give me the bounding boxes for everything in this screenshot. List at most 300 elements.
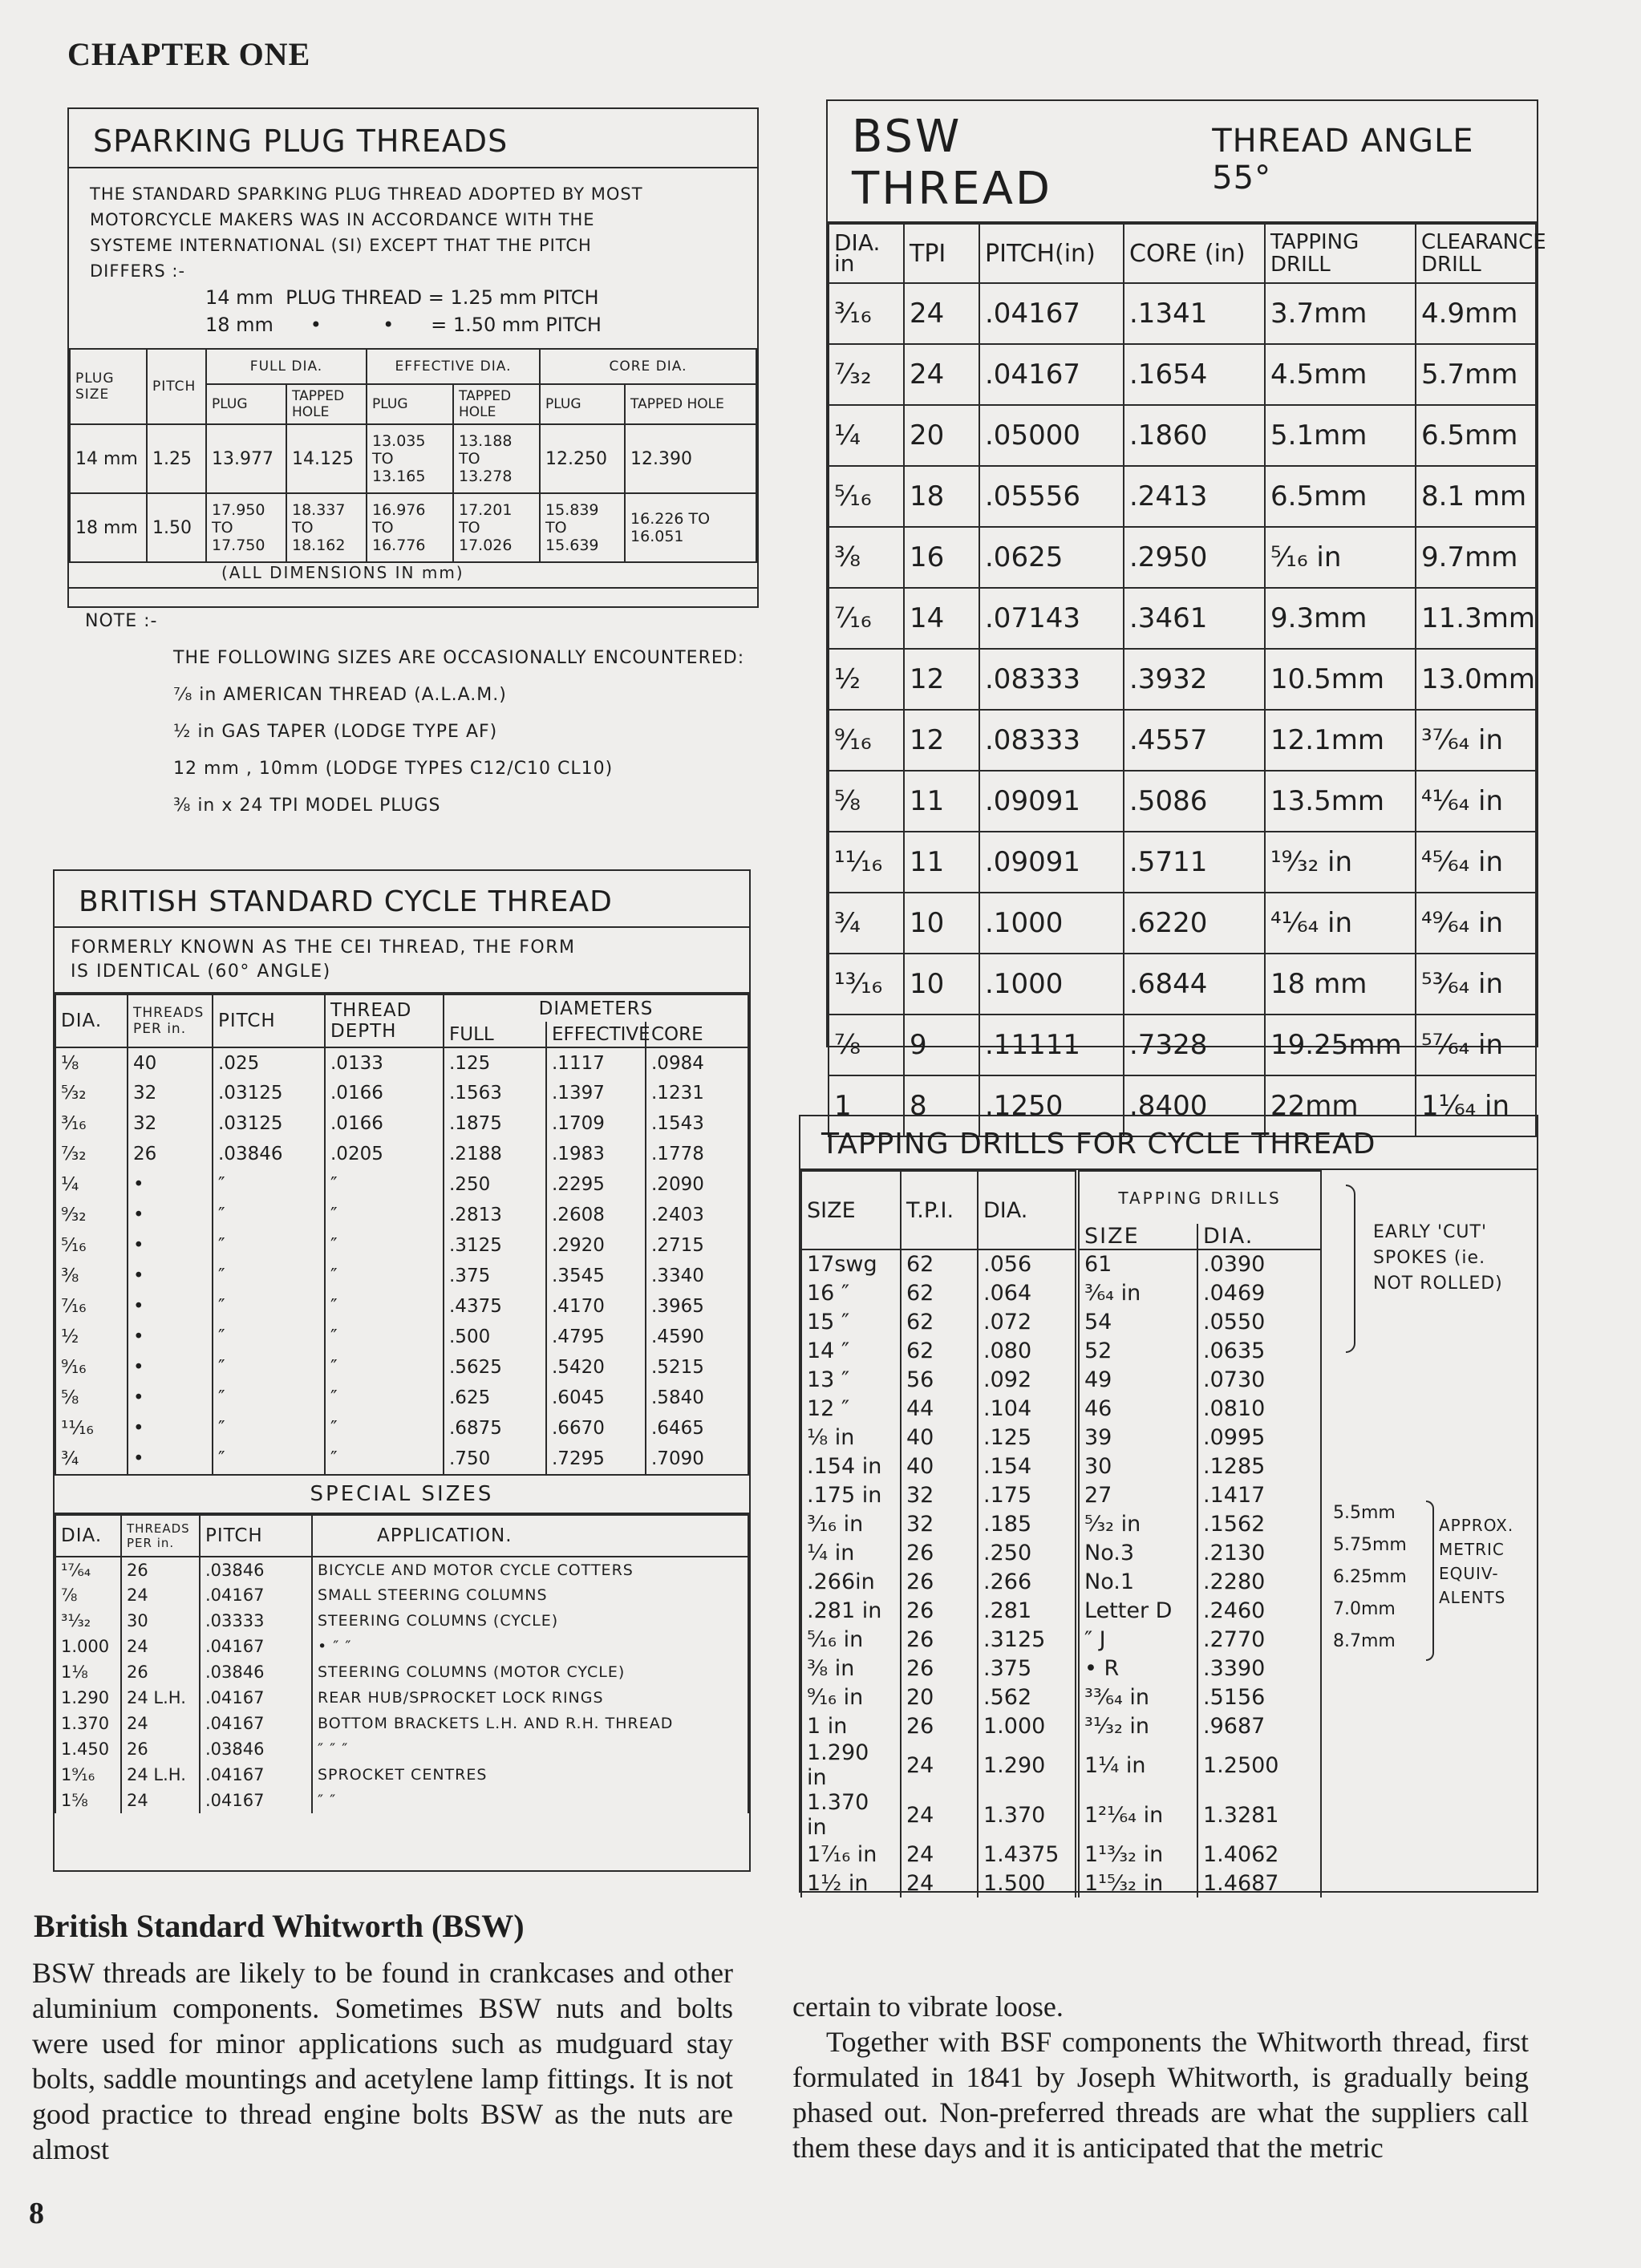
cell: • bbox=[128, 1383, 213, 1413]
cell: 46 bbox=[1077, 1394, 1197, 1423]
note-line: THE FOLLOWING SIZES ARE OCCASIONALLY ENCOUNTERED: bbox=[173, 648, 745, 668]
sparking-plug-title: SPARKING PLUG THREADS bbox=[69, 109, 757, 168]
cell: ³⁄₆₄ in bbox=[1077, 1278, 1197, 1307]
col-tpi: TPI bbox=[904, 224, 979, 283]
metric-equivalents bbox=[1333, 1497, 1407, 1658]
pitch-lines bbox=[69, 284, 757, 338]
cell: .5086 bbox=[1124, 771, 1265, 832]
table-row bbox=[55, 1659, 748, 1685]
table-row bbox=[829, 527, 1536, 588]
cell: .03846 bbox=[213, 1139, 325, 1169]
cell: 10 bbox=[904, 954, 979, 1015]
metric-value: 8.7mm bbox=[1333, 1631, 1396, 1651]
cell: ⅜ bbox=[55, 1261, 128, 1291]
cell: .1563 bbox=[444, 1078, 546, 1108]
cell: .08333 bbox=[979, 649, 1124, 710]
cell: .104 bbox=[978, 1394, 1077, 1423]
table-row bbox=[55, 1634, 748, 1659]
body-paragraph-left: BSW threads are likely to be found in crankcases and other aluminium components. Sometimes BSW nuts and bolts were used for minor applications such as mudguard stay bolts, saddle mountings and acetylene lamp fittings. It is not good practice to thread engine bolts BSW as the nuts are almost bbox=[32, 1957, 733, 2165]
group-core-dia: CORE DIA. bbox=[540, 349, 756, 384]
cell: No.1 bbox=[1077, 1567, 1197, 1596]
table-row bbox=[801, 1336, 1321, 1365]
col-pitch: PITCH bbox=[200, 1515, 312, 1557]
cell: ⁷⁄₁₆ bbox=[55, 1291, 128, 1322]
cell: .080 bbox=[978, 1336, 1077, 1365]
note-line: 12 mm , 10mm (LODGE TYPES C12/C10 CL10) bbox=[173, 759, 614, 779]
cell: 19.25mm bbox=[1265, 1015, 1416, 1075]
cell: .04167 bbox=[200, 1685, 312, 1711]
col-header: TAPPED HOLE bbox=[286, 384, 367, 424]
table-row bbox=[829, 1015, 1536, 1075]
cell: .1983 bbox=[546, 1139, 646, 1169]
cell: ″ J bbox=[1077, 1625, 1197, 1654]
cell: .03125 bbox=[213, 1078, 325, 1108]
cell: ³⁄₁₆ bbox=[55, 1108, 128, 1139]
cell: ³⁷⁄₆₄ in bbox=[1416, 710, 1536, 771]
cell: 1.450 bbox=[55, 1736, 121, 1762]
cell: .0810 bbox=[1197, 1394, 1321, 1423]
cell: ⅜ bbox=[829, 527, 904, 588]
intro-line: SYSTEME INTERNATIONAL (SI) EXCEPT THAT THE PITCH bbox=[90, 236, 592, 255]
cell: .5625 bbox=[444, 1352, 546, 1383]
cell: 1⅝ bbox=[55, 1788, 121, 1813]
table-row bbox=[801, 1278, 1321, 1307]
cell: ³⁄₁₆ bbox=[829, 283, 904, 344]
cell: 26 bbox=[901, 1538, 978, 1567]
cell: 4.9mm bbox=[1416, 283, 1536, 344]
cell: STEERING COLUMNS (MOTOR CYCLE) bbox=[312, 1659, 748, 1685]
table-row bbox=[55, 1291, 748, 1322]
cell: 12.250 bbox=[540, 424, 625, 493]
cell: ⁵⁄₁₆ in bbox=[1265, 527, 1416, 588]
intro-line: IS IDENTICAL (60° ANGLE) bbox=[71, 962, 331, 982]
cell: 18 mm bbox=[70, 493, 147, 562]
cell: 27 bbox=[1077, 1480, 1197, 1509]
intro-line: DIFFERS :- bbox=[90, 261, 186, 281]
cell: ″ bbox=[325, 1230, 444, 1261]
cell: 24 bbox=[901, 1740, 978, 1790]
col-threads: THREADS PER in. bbox=[121, 1515, 200, 1557]
table-row bbox=[55, 1322, 748, 1352]
cell: 62 bbox=[901, 1307, 978, 1336]
cell: .500 bbox=[444, 1322, 546, 1352]
cell: 24 bbox=[121, 1634, 200, 1659]
col-clearance-drill: CLEARANCE DRILL bbox=[1416, 224, 1536, 283]
table-row bbox=[801, 1683, 1321, 1711]
cell: 54 bbox=[1077, 1307, 1197, 1336]
col-plug-size: PLUG SIZE bbox=[70, 349, 147, 424]
cell: ″ bbox=[325, 1352, 444, 1383]
cell: ⁴¹⁄₆₄ in bbox=[1416, 771, 1536, 832]
cell: 1.50 bbox=[147, 493, 206, 562]
cell: ¹¹⁄₁₆ bbox=[55, 1413, 128, 1444]
cell: .6045 bbox=[546, 1383, 646, 1413]
cell: .5156 bbox=[1197, 1683, 1321, 1711]
early-cut-note bbox=[1373, 1220, 1503, 1297]
cell: ⁴¹⁄₆₄ in bbox=[1265, 893, 1416, 954]
cell: .08333 bbox=[979, 710, 1124, 771]
cell: 1⅛ bbox=[55, 1659, 121, 1685]
cell: .250 bbox=[978, 1538, 1077, 1567]
cell: 11 bbox=[904, 771, 979, 832]
cycle-thread-box bbox=[53, 869, 751, 1872]
cell: 13.5mm bbox=[1265, 771, 1416, 832]
cell: .185 bbox=[978, 1509, 1077, 1538]
cell: • bbox=[128, 1291, 213, 1322]
cell: .1341 bbox=[1124, 283, 1265, 344]
tapping-drills-title: TAPPING DRILLS FOR CYCLE THREAD bbox=[800, 1116, 1537, 1170]
cell: 17.950 TO 17.750 bbox=[206, 493, 286, 562]
col-tpi: T.P.I. bbox=[901, 1171, 978, 1249]
pitch-line: 18 mm • • = 1.50 mm PITCH bbox=[205, 314, 602, 336]
pitch-line: 14 mm PLUG THREAD = 1.25 mm PITCH bbox=[205, 286, 599, 309]
cell: 14 bbox=[904, 588, 979, 649]
note-line: ½ in GAS TAPER (LODGE TYPE AF) bbox=[173, 722, 498, 742]
table-row bbox=[55, 1200, 748, 1230]
col-drill-dia: DIA. bbox=[1197, 1224, 1321, 1249]
cell: 26 bbox=[128, 1139, 213, 1169]
cell: ¾ bbox=[829, 893, 904, 954]
cell: No.3 bbox=[1077, 1538, 1197, 1567]
cell: .0133 bbox=[325, 1047, 444, 1078]
table-row bbox=[829, 893, 1536, 954]
group-tapping-drills: TAPPING DRILLS bbox=[1077, 1171, 1321, 1224]
cell: ⁷⁄₃₂ bbox=[829, 344, 904, 405]
cell: .3125 bbox=[978, 1625, 1077, 1654]
cell: ″ bbox=[213, 1444, 325, 1474]
cell: .04167 bbox=[200, 1788, 312, 1813]
table-row bbox=[55, 1108, 748, 1139]
cell: 1.290 bbox=[55, 1685, 121, 1711]
cell: .0550 bbox=[1197, 1307, 1321, 1336]
cell: ⁵⁄₁₆ bbox=[55, 1230, 128, 1261]
col-dia: DIA. in bbox=[829, 224, 904, 283]
cell: 32 bbox=[128, 1078, 213, 1108]
cell: .5420 bbox=[546, 1352, 646, 1383]
cell: .3545 bbox=[546, 1261, 646, 1291]
table-row bbox=[801, 1538, 1321, 1567]
cell: .2460 bbox=[1197, 1596, 1321, 1625]
cell: ¹⁷⁄₆₄ bbox=[55, 1557, 121, 1582]
table-row bbox=[801, 1365, 1321, 1394]
cell: ″ bbox=[325, 1444, 444, 1474]
cell: .3125 bbox=[444, 1230, 546, 1261]
cell: .175 in bbox=[801, 1480, 901, 1509]
table-row bbox=[55, 1608, 748, 1634]
cell: 12 bbox=[904, 710, 979, 771]
cell: .1000 bbox=[979, 893, 1124, 954]
cell: 1 bbox=[829, 1075, 904, 1136]
cell: .07143 bbox=[979, 588, 1124, 649]
cell: 14 ″ bbox=[801, 1336, 901, 1365]
cell: ⁵⁷⁄₆₄ in bbox=[1416, 1015, 1536, 1075]
note-line: EARLY 'CUT' bbox=[1373, 1222, 1488, 1242]
cell: .056 bbox=[978, 1249, 1077, 1278]
cell: .154 bbox=[978, 1452, 1077, 1480]
cycle-thread-title: BRITISH STANDARD CYCLE THREAD bbox=[55, 871, 749, 928]
cell: 61 bbox=[1077, 1249, 1197, 1278]
cell: ″ bbox=[213, 1322, 325, 1352]
table-row bbox=[829, 405, 1536, 466]
table-row bbox=[55, 1383, 748, 1413]
cell: .5711 bbox=[1124, 832, 1265, 893]
metric-value: 6.25mm bbox=[1333, 1567, 1407, 1587]
cell: .0390 bbox=[1197, 1249, 1321, 1278]
cell: 56 bbox=[901, 1365, 978, 1394]
cell: 12 ″ bbox=[801, 1394, 901, 1423]
cell: ″ bbox=[325, 1291, 444, 1322]
cell: .04167 bbox=[200, 1711, 312, 1736]
cell: 16.226 TO 16.051 bbox=[625, 493, 756, 562]
table-row bbox=[801, 1654, 1321, 1683]
cell: .266in bbox=[801, 1567, 901, 1596]
cell: 24 bbox=[904, 344, 979, 405]
cell: 24 L.H. bbox=[121, 1762, 200, 1788]
cell: .03125 bbox=[213, 1108, 325, 1139]
cell: 52 bbox=[1077, 1336, 1197, 1365]
cell: .9687 bbox=[1197, 1711, 1321, 1740]
col-pitch: PITCH(in) bbox=[979, 224, 1124, 283]
cell: .7090 bbox=[646, 1444, 748, 1474]
cell: 1½ in bbox=[801, 1869, 901, 1897]
cell: .04167 bbox=[200, 1762, 312, 1788]
cell: 1.4375 bbox=[978, 1840, 1077, 1869]
table-row bbox=[801, 1249, 1321, 1278]
cell: 3.7mm bbox=[1265, 283, 1416, 344]
cell: ⁹⁄₁₆ bbox=[829, 710, 904, 771]
cell: 13.0mm bbox=[1416, 649, 1536, 710]
special-sizes-title: SPECIAL SIZES bbox=[55, 1474, 749, 1514]
tapping-drills-table bbox=[800, 1170, 1322, 1897]
cell: .3932 bbox=[1124, 649, 1265, 710]
cell: .2608 bbox=[546, 1200, 646, 1230]
cell: .11111 bbox=[979, 1015, 1124, 1075]
table-row bbox=[829, 771, 1536, 832]
cell: 18.337 TO 18.162 bbox=[286, 493, 367, 562]
cell: .2403 bbox=[646, 1200, 748, 1230]
cell: ⁵⁄₃₂ in bbox=[1077, 1509, 1197, 1538]
cell: ⅞ bbox=[55, 1582, 121, 1608]
cell: 26 bbox=[901, 1654, 978, 1683]
cell: ″ bbox=[325, 1413, 444, 1444]
cell: 26 bbox=[901, 1567, 978, 1596]
cell: 30 bbox=[121, 1608, 200, 1634]
table-row bbox=[55, 1352, 748, 1383]
col-size: SIZE bbox=[801, 1171, 901, 1249]
cell: .1875 bbox=[444, 1108, 546, 1139]
cell: 24 L.H. bbox=[121, 1685, 200, 1711]
cell: .2090 bbox=[646, 1169, 748, 1200]
cell: 62 bbox=[901, 1336, 978, 1365]
cell: .05000 bbox=[979, 405, 1124, 466]
cell: .2188 bbox=[444, 1139, 546, 1169]
cell: .04167 bbox=[979, 344, 1124, 405]
cell: .0166 bbox=[325, 1108, 444, 1139]
cell: 26 bbox=[901, 1711, 978, 1740]
cell: 11 bbox=[904, 832, 979, 893]
cell: .1562 bbox=[1197, 1509, 1321, 1538]
cell: 1¹⁵⁄₃₂ in bbox=[1077, 1869, 1197, 1897]
col-threads: THREADS PER in. bbox=[128, 994, 213, 1047]
table-row bbox=[55, 1169, 748, 1200]
col-pitch: PITCH bbox=[147, 349, 206, 424]
cell: 1¼ in bbox=[1077, 1740, 1197, 1790]
cell: 5.7mm bbox=[1416, 344, 1536, 405]
cell: .3340 bbox=[646, 1261, 748, 1291]
note-line: ⁷⁄₈ in AMERICAN THREAD (A.L.A.M.) bbox=[173, 685, 507, 705]
cell: 16 ″ bbox=[801, 1278, 901, 1307]
metric-note bbox=[1439, 1513, 1513, 1610]
cell: 13.977 bbox=[206, 424, 286, 493]
col-effective: EFFECTIVE bbox=[546, 1022, 646, 1047]
cell: 18 mm bbox=[1265, 954, 1416, 1015]
cell: .281 bbox=[978, 1596, 1077, 1625]
cell: 1.370 in bbox=[801, 1790, 901, 1840]
table-row bbox=[801, 1567, 1321, 1596]
cell: 26 bbox=[121, 1659, 200, 1685]
cell: .1397 bbox=[546, 1078, 646, 1108]
cycle-intro bbox=[55, 928, 749, 994]
note-label: NOTE :- bbox=[85, 611, 158, 631]
cell: ⅝ bbox=[55, 1383, 128, 1413]
cell: ⅜ in bbox=[801, 1654, 901, 1683]
tapping-drills-box bbox=[799, 1115, 1538, 1896]
cell: ″ ″ ″ bbox=[312, 1736, 748, 1762]
body-paragraph-right bbox=[792, 1989, 1529, 2165]
cell: ⅞ bbox=[829, 1015, 904, 1075]
cell: 32 bbox=[901, 1509, 978, 1538]
cell: .03846 bbox=[200, 1659, 312, 1685]
note-line: NOT ROLLED) bbox=[1373, 1274, 1503, 1294]
cell: 62 bbox=[901, 1278, 978, 1307]
cell: 6.5mm bbox=[1416, 405, 1536, 466]
cell: .2280 bbox=[1197, 1567, 1321, 1596]
cell: .1285 bbox=[1197, 1452, 1321, 1480]
cell: .0635 bbox=[1197, 1336, 1321, 1365]
cell: ⁹⁄₃₂ bbox=[55, 1200, 128, 1230]
cell: .04167 bbox=[200, 1582, 312, 1608]
bsw-title: BSW THREAD bbox=[852, 111, 1053, 215]
cell: 1⁷⁄₁₆ in bbox=[801, 1840, 901, 1869]
note-line: EQUIV- bbox=[1439, 1564, 1499, 1583]
cell: .0469 bbox=[1197, 1278, 1321, 1307]
cell: ″ bbox=[213, 1230, 325, 1261]
cell: .05556 bbox=[979, 466, 1124, 527]
cell: .281 in bbox=[801, 1596, 901, 1625]
sparking-plug-table bbox=[69, 348, 757, 563]
cell: ¼ bbox=[55, 1169, 128, 1200]
table-row bbox=[55, 1078, 748, 1108]
cell: 5.1mm bbox=[1265, 405, 1416, 466]
cell: • bbox=[128, 1352, 213, 1383]
cell: 17.201 TO 17.026 bbox=[453, 493, 540, 562]
table-row bbox=[829, 832, 1536, 893]
cell: • R bbox=[1077, 1654, 1197, 1683]
cell: .1543 bbox=[646, 1108, 748, 1139]
cell: ⅝ bbox=[829, 771, 904, 832]
table-row bbox=[829, 954, 1536, 1015]
cell: ⅛ in bbox=[801, 1423, 901, 1452]
table-row bbox=[55, 1230, 748, 1261]
cell: 10 bbox=[904, 893, 979, 954]
cell: 14.125 bbox=[286, 424, 367, 493]
cell: ³¹⁄₃₂ in bbox=[1077, 1711, 1197, 1740]
cell: .0166 bbox=[325, 1078, 444, 1108]
cell: ½ bbox=[55, 1322, 128, 1352]
cell: SPROCKET CENTRES bbox=[312, 1762, 748, 1788]
cell: • bbox=[128, 1169, 213, 1200]
cell: ″ bbox=[325, 1200, 444, 1230]
cell: .2950 bbox=[1124, 527, 1265, 588]
table-row bbox=[801, 1596, 1321, 1625]
cell: 24 bbox=[121, 1788, 200, 1813]
cell: ⅛ bbox=[55, 1047, 128, 1078]
cell: 44 bbox=[901, 1394, 978, 1423]
cell: .6875 bbox=[444, 1413, 546, 1444]
table-row bbox=[55, 1762, 748, 1788]
cell: .072 bbox=[978, 1307, 1077, 1336]
cell: ″ bbox=[213, 1291, 325, 1322]
cell: REAR HUB/SPROCKET LOCK RINGS bbox=[312, 1685, 748, 1711]
col-header: PLUG bbox=[367, 384, 453, 424]
table-row bbox=[801, 1509, 1321, 1538]
cell: ⁹⁄₁₆ bbox=[55, 1352, 128, 1383]
cell: .6465 bbox=[646, 1413, 748, 1444]
cell: .4590 bbox=[646, 1322, 748, 1352]
cell: .4557 bbox=[1124, 710, 1265, 771]
cell: 40 bbox=[901, 1452, 978, 1480]
cycle-thread-table bbox=[55, 994, 749, 1474]
cell: 12.390 bbox=[625, 424, 756, 493]
cell: ″ bbox=[213, 1352, 325, 1383]
table-row bbox=[801, 1394, 1321, 1423]
table-row bbox=[829, 588, 1536, 649]
cell: .154 in bbox=[801, 1452, 901, 1480]
table-row bbox=[55, 1788, 748, 1813]
cell: 1 in bbox=[801, 1711, 901, 1740]
note-block bbox=[69, 589, 757, 824]
cell: .562 bbox=[978, 1683, 1077, 1711]
col-core: CORE (in) bbox=[1124, 224, 1265, 283]
cell: ⁴⁹⁄₆₄ in bbox=[1416, 893, 1536, 954]
col-core: CORE bbox=[646, 1022, 748, 1047]
intro-line: THE STANDARD SPARKING PLUG THREAD ADOPTED BY MOST bbox=[90, 184, 643, 204]
cell: 8.1 mm bbox=[1416, 466, 1536, 527]
table-row bbox=[801, 1307, 1321, 1336]
cell: 20 bbox=[904, 405, 979, 466]
cell: 1.25 bbox=[147, 424, 206, 493]
cell: ″ bbox=[325, 1383, 444, 1413]
cell: ⁵⁄₃₂ bbox=[55, 1078, 128, 1108]
table-row bbox=[801, 1480, 1321, 1509]
cell: 13.188 TO 13.278 bbox=[453, 424, 540, 493]
cell: 1.2500 bbox=[1197, 1740, 1321, 1790]
cell: 14 mm bbox=[70, 424, 147, 493]
cell: 26 bbox=[901, 1625, 978, 1654]
cell: .125 bbox=[978, 1423, 1077, 1452]
dimensions-footer: (ALL DIMENSIONS IN mm) bbox=[69, 563, 757, 589]
cell: .064 bbox=[978, 1278, 1077, 1307]
col-dia: DIA. bbox=[55, 994, 128, 1047]
cell: ³⁄₁₆ in bbox=[801, 1509, 901, 1538]
cell: • bbox=[128, 1413, 213, 1444]
group-full-dia: FULL DIA. bbox=[206, 349, 367, 384]
note-line: ⅜ in x 24 TPI MODEL PLUGS bbox=[173, 796, 441, 816]
cell: .8400 bbox=[1124, 1075, 1265, 1136]
cell: .09091 bbox=[979, 832, 1124, 893]
cell: 1.4687 bbox=[1197, 1869, 1321, 1897]
cell: ¾ bbox=[55, 1444, 128, 1474]
